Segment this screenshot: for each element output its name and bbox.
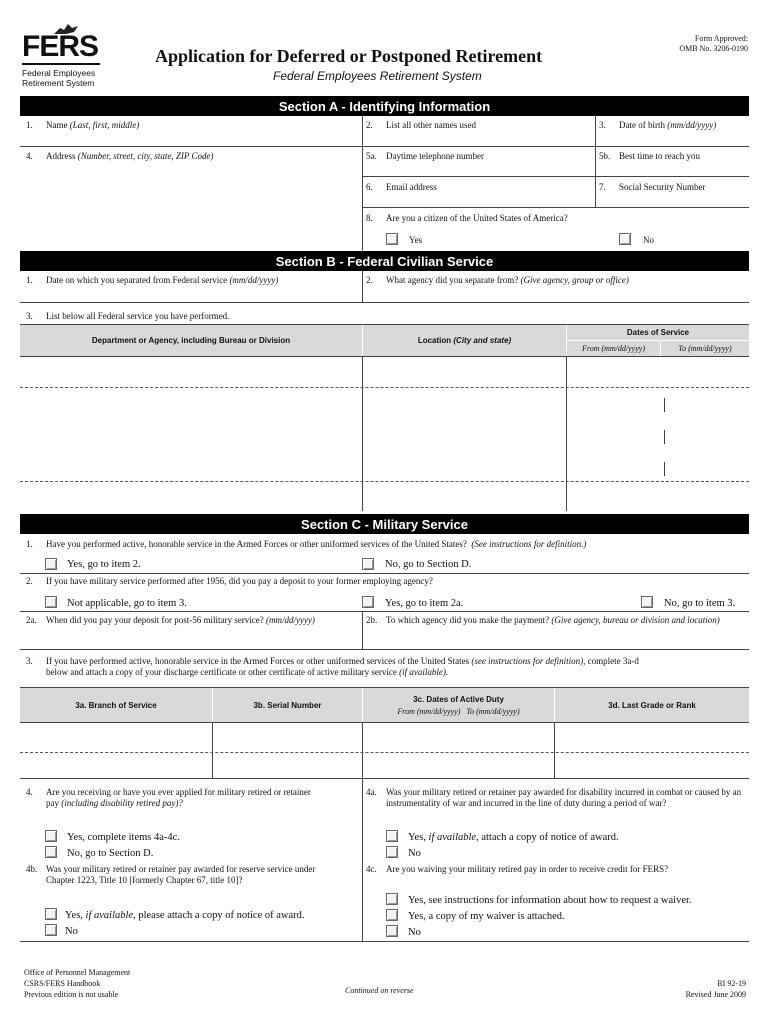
section-b-header [20,251,749,271]
c-q1-label: 1. Have you performed active, honorable service in the Armed Forces or other uniformed services of the United States? (See instructions for definition.) [26,539,587,549]
c-q4b-yes-checkbox[interactable] [45,908,57,920]
logo-subtitle-1: Federal Employees [22,68,96,78]
a-other-names-field[interactable] [364,132,593,145]
c-q2-no-label: No, go to item 3. [664,598,736,609]
section-a-header [20,96,749,116]
c-q2a-label: 2a. When did you pay your deposit for post-56 military service? (mm/dd/yyyy) [26,615,315,625]
footer-handbook: CSRS/FERS Handbook [24,979,101,988]
c-q1-no-checkbox[interactable] [362,558,374,570]
c-q4a-yes-checkbox[interactable] [386,830,398,842]
c-military-row-2[interactable] [22,755,747,776]
form-approved: Form Approved: [694,34,748,43]
c-q4-label-1: 4. Are you receiving or have you ever applied for military retired or retainer [26,787,311,797]
a-citizen-yes-label: Yes [409,235,423,245]
b-col-to: To (mm/dd/yyyy) [661,341,749,356]
b-q2-label: 2. What agency did you separate from? (Give agency, group or office) [366,275,629,285]
a-phone-field[interactable] [364,162,593,175]
a-address-field[interactable] [22,163,360,251]
a-email-field[interactable] [364,193,593,206]
a-ssn-field[interactable] [597,193,747,206]
c-military-row-1[interactable] [22,724,747,750]
c-q1-yes-checkbox[interactable] [45,558,57,570]
b-col-from: From (mm/dd/yyyy) [567,341,660,356]
b-separation-date-field[interactable] [22,287,360,300]
a-q5b-label: 5b. Best time to reach you [599,151,700,161]
c-q1-no-label: No, go to Section D. [385,559,472,570]
c-col-branch: 3a. Branch of Service [20,688,212,722]
fers-logo [22,22,102,94]
c-q2-label: 2. If you have military service performed after 1956, did you pay a deposit to your former employing agency? [26,576,433,586]
c-q4-yes-label: Yes, complete items 4a-4c. [67,832,180,843]
section-c-header [20,514,749,534]
c-q2-yes-label: Yes, go to item 2a. [385,598,464,609]
c-q4c-no-label: No [408,927,421,938]
footer-agency: Office of Personnel Management [24,968,131,977]
c-deposit-date-field[interactable] [22,627,360,647]
c-q4b-no-label: No [65,926,78,937]
c-q2b-label: 2b. To which agency did you make the payment? (Give agency, bureau or division and location) [366,615,720,625]
c-q4c-opt1-checkbox[interactable] [386,893,398,905]
c-q4c-opt2-label: Yes, a copy of my waiver is attached. [408,911,565,922]
section-c-title: Section C - Military Service [301,516,468,532]
section-b-title: Section B - Federal Civilian Service [275,253,494,269]
form-subtitle: Federal Employees Retirement System [273,69,482,83]
c-q3-label-2: below and attach a copy of your discharge certificate or other certificate of active military service (if available). [46,667,449,677]
c-q4-label-2: pay (including disability retired pay)? [46,798,183,808]
a-q5a-label: 5a. Daytime telephone number [366,151,484,161]
c-q4c-opt2-checkbox[interactable] [386,909,398,921]
c-q2-yes-checkbox[interactable] [362,596,374,608]
footer-form-number: RI 92-19 [717,979,746,988]
b-service-row-1[interactable] [22,358,747,385]
form-title: Application for Deferred or Postponed Retirement [155,46,543,66]
a-q7-label: 7. Social Security Number [599,182,706,192]
a-dob-field[interactable] [597,132,747,145]
b-col-dept: Department or Agency, including Bureau or Division [20,325,362,356]
a-name-field[interactable] [22,132,360,145]
a-q3-label: 3. Date of birth (mm/dd/yyyy) [599,120,717,130]
c-q4b-no-checkbox[interactable] [45,924,57,936]
c-q2-na-label: Not applicable, go to item 3. [67,598,187,609]
b-q1-label: 1. Date on which you separated from Federal service (mm/dd/yyyy) [26,275,279,285]
c-q4-yes-checkbox[interactable] [45,830,57,842]
a-q4-label: 4. Address (Number, street, city, state, ZIP Code) [26,151,214,161]
a-q1-label: 1. Name (Last, first, middle) [26,120,140,130]
a-q6-label: 6. Email address [366,182,437,192]
a-q8-label: 8. Are you a citizen of the United States of America? [366,213,568,223]
c-q4c-label: 4c. Are you waiving your military retired pay in order to receive credit for FERS? [366,864,669,874]
a-citizen-yes-checkbox[interactable] [386,233,398,245]
c-q4a-no-checkbox[interactable] [386,846,398,858]
c-q4a-no-label: No [408,848,421,859]
c-q4a-label: 4a. Was your military retired or retainer pay awarded for disability incurred in combat or caused by an instrumentality of war and incurred in the line of duty during a period of war? [366,787,742,808]
c-col-grade: 3d. Last Grade or Rank [555,688,749,722]
c-q4-no-checkbox[interactable] [45,846,57,858]
b-agency-field[interactable] [364,287,747,300]
b-q3-label: 3. List below all Federal service you have performed. [26,311,230,321]
a-citizen-no-label: No [643,235,654,245]
a-best-time-field[interactable] [597,162,747,175]
c-q4b-label: 4b. Was your military retired or retainer pay awarded for reserve service under Chapter 1223, Title 10 [formerly Chapter 67, title 10]? [26,864,316,885]
c-q4-no-label: No, go to Section D. [67,848,154,859]
b-col-location: Location (City and state) [363,325,566,356]
c-q3-label-1: 3. If you have performed active, honorable service in the Armed Forces or other uniformed services of the United States (see instructions for definition), complete 3a-d [26,656,639,666]
c-q2-no-checkbox[interactable] [641,596,653,608]
logo-text: FERS [22,30,99,63]
c-q2-na-checkbox[interactable] [45,596,57,608]
omb-number: OMB No. 3206-0190 [679,44,748,53]
b-service-row-2[interactable] [22,390,747,479]
footer-revised: Revised June 2009 [685,990,746,999]
c-q4b-yes-label: Yes, if available, please attach a copy of notice of award. [65,910,305,921]
b-col-dates: Dates of Service [567,325,749,340]
c-col-dates: 3c. Dates of Active Duty From (mm/dd/yyyy) To (mm/dd/yyyy) [363,688,554,722]
c-col-serial: 3b. Serial Number [213,688,362,722]
section-a-title: Section A - Identifying Information [278,98,491,114]
logo-subtitle-2: Retirement System [22,78,95,88]
c-q1-yes-label: Yes, go to item 2. [67,559,141,570]
a-q2-label: 2. List all other names used [366,120,476,130]
c-q4c-no-checkbox[interactable] [386,925,398,937]
a-citizen-no-checkbox[interactable] [619,233,631,245]
b-service-row-3[interactable] [22,484,747,510]
c-q4c-opt1-label: Yes, see instructions for information about how to request a waiver. [408,895,692,906]
footer-previous-edition: Previous edition is not usable [24,990,119,999]
c-q4a-yes-label: Yes, if available, attach a copy of notice of award. [408,832,619,843]
footer-continued: Continued on reverse [345,986,414,995]
